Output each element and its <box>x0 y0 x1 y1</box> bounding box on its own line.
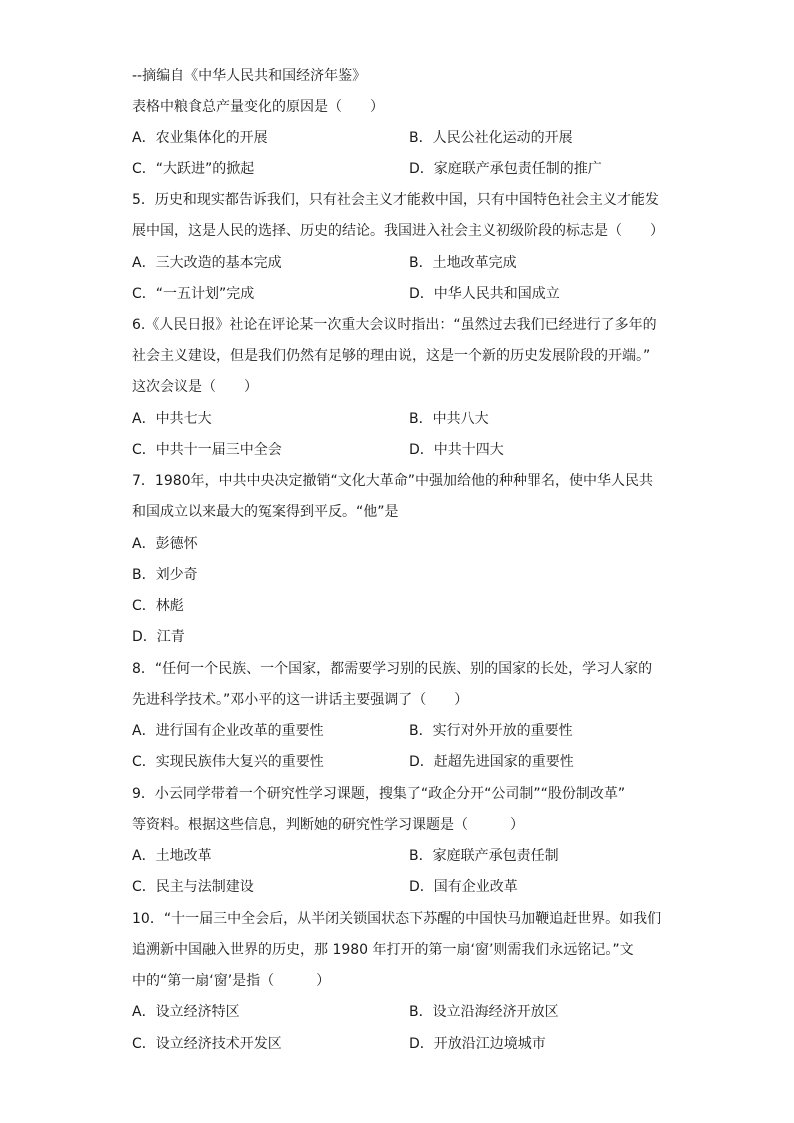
q5-option-c: C．“一五计划”完成 <box>132 286 255 302</box>
q6-option-d: D．中共十四大 <box>409 442 504 458</box>
q7-line-1: 7．1980年，中共中央决定撤销“文化大革命”中强加给他的种种罪名，使中华人民共 <box>132 473 654 489</box>
q6-option-b: B．中共八大 <box>409 411 489 427</box>
q8-line-2: 先进科学技术。”邓小平的这一讲话主要强调了（ ） <box>132 692 469 708</box>
q6-line-2: 社会主义建设，但是我们仍然有足够的理由说，这是一个新的历史发展阶段的开端。” <box>132 348 651 364</box>
q10-line-2: 追溯新中国融入世界的历史，那 1980 年打开的第一扇‘窗’则需我们永远铭记。”文 <box>132 942 634 958</box>
q5-line-1: 5．历史和现实都告诉我们，只有社会主义才能救中国，只有中国特色社会主义才能发 <box>132 192 659 208</box>
q9-line-1: 9．小云同学带着一个研究性学习课题，搜集了“政企分开“公司制”“股份制改革” <box>132 786 626 802</box>
q10-option-b: B．设立沿海经济开放区 <box>409 1004 559 1020</box>
q9-option-b: B．家庭联产承包责任制 <box>409 848 559 864</box>
q4-option-b: B．人民公社化运动的开展 <box>409 130 573 146</box>
q6-line-3: 这次会议是（ ） <box>132 379 258 395</box>
q8-option-d: D．赶超先进国家的重要性 <box>409 754 574 770</box>
q5-option-a: A．三大改造的基本完成 <box>132 255 282 271</box>
q9-option-d: D．国有企业改革 <box>409 879 518 895</box>
q8-option-b: B．实行对外开放的重要性 <box>409 723 573 739</box>
q7-option-b: B．刘少奇 <box>132 567 198 583</box>
q7-option-d: D．江青 <box>132 629 185 645</box>
q10-line-3: 中的“第一扇‘窗’是指（ ） <box>132 973 331 989</box>
q9-line-2: 等资料。根据这些信息，判断她的研究性学习课题是（ ） <box>132 817 524 833</box>
q4-option-a: A．农业集体化的开展 <box>132 130 268 146</box>
q7-line-2: 和国成立以来最大的冤案得到平反。“他”是 <box>132 504 399 520</box>
q7-option-c: C．林彪 <box>132 598 184 614</box>
q4-option-d: D．家庭联产承包责任制的推广 <box>409 161 602 177</box>
q6-option-c: C．中共十一届三中全会 <box>132 442 282 458</box>
q6-option-a: A．中共七大 <box>132 411 212 427</box>
q5-option-d: D．中华人民共和国成立 <box>409 286 560 302</box>
q8-option-a: A．进行国有企业改革的重要性 <box>132 723 324 739</box>
q10-option-a: A．设立经济特区 <box>132 1004 240 1020</box>
source-note: --摘编自《中华人民共和国经济年鉴》 <box>132 68 367 84</box>
q8-option-c: C．实现民族伟大复兴的重要性 <box>132 754 324 770</box>
q5-line-2: 展中国，这是人民的选择、历史的结论。我国进入社会主义初级阶段的标志是（ ） <box>132 223 664 239</box>
q8-line-1: 8．“任何一个民族、一个国家，都需要学习别的民族、别的国家的长处，学习人家的 <box>132 661 653 677</box>
q10-line-1: 10．“十一届三中全会后，从半闭关锁国状态下苏醒的中国快马加鞭追赶世界。如我们 <box>132 911 662 927</box>
q5-option-b: B．土地改革完成 <box>409 255 517 271</box>
q6-line-1: 6.《人民日报》社论在评论某一次重大会议时指出：“虽然过去我们已经进行了多年的 <box>132 317 657 333</box>
q4-option-c: C．“大跃进”的掀起 <box>132 161 255 177</box>
q9-option-a: A．土地改革 <box>132 848 212 864</box>
q9-option-c: C．民主与法制建设 <box>132 879 254 895</box>
q10-option-d: D．开放沿江边境城市 <box>409 1036 546 1052</box>
q10-option-c: C．设立经济技术开发区 <box>132 1036 282 1052</box>
q7-option-a: A．彭德怀 <box>132 536 198 552</box>
q4-line-1: 表格中粮食总产量变化的原因是（ ） <box>132 99 384 115</box>
